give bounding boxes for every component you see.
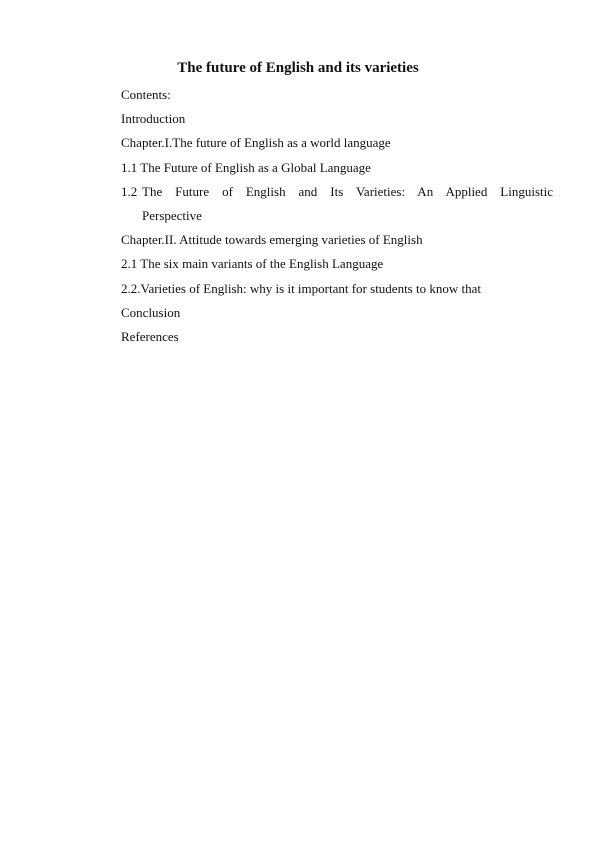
toc-section-1-2-text-line1: The Future of English and Its Varieties: An Applied Linguistic (142, 183, 553, 199)
toc-section-2-1: 2.1 The six main variants of the English Language (121, 256, 384, 272)
toc-conclusion: Conclusion (121, 304, 181, 320)
document-title: The future of English and its varieties (177, 60, 419, 76)
toc-section-1-2 (121, 180, 553, 228)
toc-section-2-2: 2.2.Varieties of English: why is it important for students to know that (121, 280, 481, 296)
toc-chapter-2: Chapter.II. Attitude towards emerging varieties of English (121, 232, 423, 248)
toc-section-1-1: 1.1 The Future of English as a Global Language (121, 159, 371, 175)
toc-chapter-1: Chapter.I.The future of English as a world language (121, 135, 391, 151)
toc-introduction: Introduction (121, 111, 186, 127)
contents-label: Contents: (121, 87, 171, 102)
toc-section-1-2-text-line2: Perspective (142, 208, 202, 224)
toc-references: References (121, 329, 179, 345)
table-of-contents (121, 83, 553, 349)
toc-section-1-2-number: 1.2 (121, 183, 138, 199)
